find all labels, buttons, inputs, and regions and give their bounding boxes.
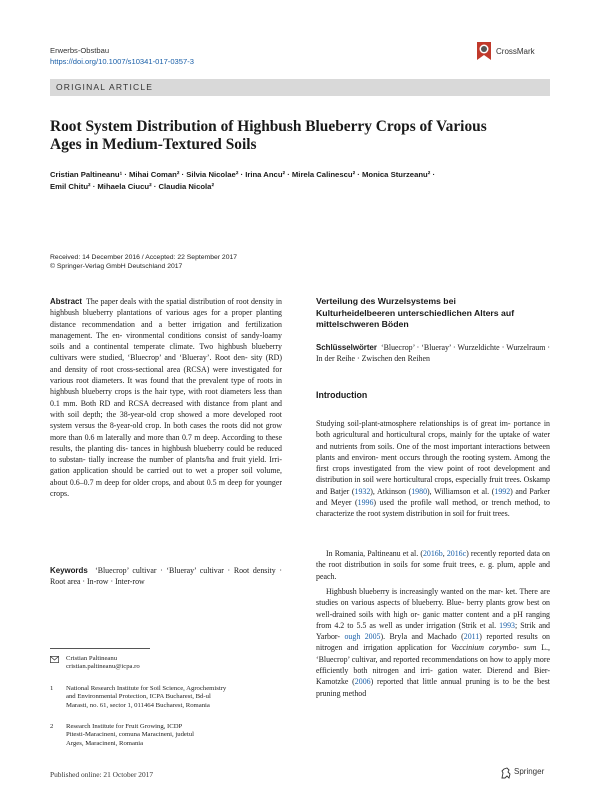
abstract-line: were investigated for various root diameters. It was found: [50, 364, 283, 386]
citation-link[interactable]: 1993: [499, 620, 515, 630]
abstract: [50, 296, 282, 499]
affiliation-2: [50, 723, 280, 748]
citation-link[interactable]: 1992: [494, 486, 511, 496]
crossmark-badge[interactable]: [474, 40, 550, 66]
abstract-line: tances in highbush blueberry could be reduced to substan-: [50, 443, 282, 465]
intro-text: ; Strik and Yarbor-: [316, 620, 550, 642]
article-type-bar: [50, 79, 550, 96]
corresponding-author: [50, 655, 280, 672]
intro-line: reported data on the root distribution in soils for some fruit: [316, 549, 550, 570]
abstract-line: sity (RD) and density of root cross-sectional area (RCSA): [50, 353, 282, 374]
footnote-divider: [50, 648, 150, 649]
species-name: sum: [523, 643, 537, 653]
citation-link[interactable]: 1932: [354, 486, 371, 496]
intro-text: fruit trees. Oskamp and Batjer (: [316, 475, 550, 496]
citation-link[interactable]: 2016b: [422, 549, 443, 558]
author-line: Cristian Paltineanu¹ · Mihai Coman² · Silvia Nicolae² · Irina Ancu² · Mirela Calinescu² · Monica Sturzeanu² ·: [50, 170, 436, 179]
intro-text: ) and Parker and Meyer (: [316, 486, 550, 508]
intro-line: ment occurs through the rooting system. Among the first: [316, 452, 550, 474]
keywords-label: Keywords: [50, 566, 88, 575]
author-list: [50, 169, 550, 192]
published-online: Published online: 21 October 2017: [50, 770, 154, 779]
introduction-heading: Introduction: [316, 390, 368, 400]
german-title-line: Kulturheidelbeeren unterschiedlichen Alters auf: [316, 307, 515, 318]
affiliation-mark: 1: [50, 685, 54, 692]
crossmark-label: CrossMark: [496, 47, 535, 56]
affiliation-line: Marasti, no. 61, sector 1, 011464 Bucharest, Romania: [66, 701, 210, 709]
intro-text: ),: [427, 486, 432, 496]
intro-text: ) reported: [370, 677, 404, 687]
intro-line: and distribution in soil were horticultural crops, especially: [316, 464, 550, 485]
title-line: Root System Distribution of Highbush Blueberry Crops of Various: [50, 118, 487, 135]
citation-link[interactable]: 1980: [411, 486, 428, 496]
affiliation-1: [50, 685, 280, 710]
intro-text: Williamson et al. (: [434, 486, 495, 496]
springer-logo: [500, 766, 560, 780]
german-title: [316, 296, 550, 331]
affiliation-line: Pitesti-Maracineni, comuna Maracineni, judetul: [66, 731, 194, 739]
abstract-line: 0.5 m deep for younger crops.: [50, 477, 282, 499]
german-title-line: mittelschweren Böden: [316, 319, 409, 329]
intro-text: gation water. Dierend and Bier-Kamotzke (: [316, 666, 550, 687]
affiliation-line: and Environmental Protection, ICPA Bucharest, Bd-ul: [66, 693, 211, 701]
intro-text: ) recently: [466, 549, 497, 558]
springer-horse-icon: [500, 767, 512, 779]
abstract-line: a continental temperate climate. Two highbush blueberry: [85, 342, 282, 352]
abstract-line: tially increase the number of plants/ha and fruit yield. Irri-: [88, 455, 282, 465]
abstract-line: 0.7 m deep. According to these results, the planting dis-: [50, 432, 282, 453]
contact-email[interactable]: cristian.paltineanu@icpa.ro: [66, 663, 140, 671]
intro-line: the profile wall method, or trench method, to characterize: [316, 498, 550, 519]
affiliation-line: National Research Institute for Soil Science, Agrochemistry: [66, 685, 227, 692]
intro-text: ) used: [373, 498, 394, 508]
intro-line: on how to apply more efficiently both nitrogen and irri-: [316, 654, 550, 676]
article-type-label: ORIGINAL ARTICLE: [56, 82, 154, 92]
intro-line: portance in both agricultural and horticultural crops, mainly: [316, 419, 550, 440]
abstract-line: gation application should be carried out to wet a proper soil: [50, 466, 253, 476]
received-accepted: Received: 14 December 2016 / Accepted: 22 September 2017: [50, 254, 238, 261]
abstract-line: that the prevalent type of roots in highbush blueberry crops: [50, 376, 282, 397]
citation-link[interactable]: ough 2005: [344, 632, 381, 642]
german-keywords-label: Schlüsselwörter: [316, 343, 377, 352]
intro-line: that little annual pruning is to be the best pruning method: [316, 677, 551, 698]
intro-line: ket. There are studies on various aspects of blueberry. Blue-: [316, 587, 550, 608]
abstract-line: a better irrigation and fertilization management. The en-: [50, 319, 282, 340]
affiliation-line: Arges, Maracineni, Romania: [66, 739, 144, 747]
intro-line: Studying soil-plant-atmosphere relationships is of great im-: [316, 419, 511, 428]
intro-line: for the uptake of water and nutrients from soils. One of the: [316, 430, 550, 451]
abstract-label: Abstract: [50, 297, 83, 306]
intro-line: trees, e. g. plum, apple and peach.: [316, 560, 550, 581]
affiliation-mark: 2: [50, 723, 54, 730]
intro-text: ), Atkinson (: [370, 486, 412, 496]
doi-link[interactable]: https://doi.org/10.1007/s10341-017-0357-3: [50, 57, 194, 66]
journal-name: Erwerbs-Obstbau: [50, 46, 110, 55]
intro-text: well as under irrigation (Strik et al.: [379, 620, 500, 630]
contact-name: Cristian Paltineanu: [66, 655, 118, 662]
intro-text: In Romania, Paltineanu et al. (: [326, 549, 423, 558]
keywords-text: density · Root area · In-row · Inter-row: [50, 566, 282, 587]
abstract-line: soil depth; the 38-year-old crop showed a more developed: [67, 409, 266, 419]
german-keywords-text: Wurzelraum · In der Reihe · Zwischen den Reihen: [316, 343, 550, 364]
intro-paragraph: [316, 548, 550, 582]
intro-paragraph: [316, 418, 550, 520]
author-line: Emil Chitu² · Mihaela Ciucu² · Claudia Nicola²: [50, 181, 215, 191]
article-dates: [50, 254, 350, 271]
abstract-line: The paper deals with the spatial distribution of: [86, 297, 235, 306]
abstract-line: root system versus the 8-year-old crop. In both cases the: [50, 409, 282, 431]
citation-link[interactable]: 1996: [357, 498, 374, 508]
intro-line: crops investigated from the view point of root development: [332, 464, 535, 474]
intro-line: most important interactions between plants and environ-: [316, 441, 551, 462]
intro-text: ) reported results on: [479, 632, 551, 642]
keywords-text: ‘Bluecrop’ cultivar · ‘Blueray’ cultivar · Root: [95, 566, 250, 575]
abstract-line: volume, about 0.6–0.7 m deep for older crops, and about: [50, 466, 282, 487]
german-title-line: Verteilung des Wurzelsystems bei: [316, 296, 456, 306]
intro-text: L., ‘Bluecrop’ cultivar, and reported recommendations: [316, 643, 550, 664]
intro-line: ganic matter content and a pH ranging from 4.2 to 5.5 as: [316, 609, 550, 630]
intro-line: Highbush blueberry is increasingly wanted on the mar-: [326, 587, 504, 596]
citation-link[interactable]: 2016c: [446, 549, 467, 558]
affiliation-line: Research Institute for Fruit Growing, ICDP: [66, 723, 183, 730]
keywords: [50, 565, 282, 588]
intro-text: nitrogen and irrigation application for: [316, 643, 452, 653]
abstract-line: RD and RCSA decreased with distance from plant and with: [50, 398, 282, 419]
article-title: [50, 118, 540, 154]
abstract-line: roots did not grow more than 0.6 m laterally and more than: [50, 421, 282, 442]
springer-label: Springer: [514, 767, 545, 776]
title-line: Ages in Medium-Textured Soils: [50, 136, 257, 153]
citation-link[interactable]: 2011: [463, 632, 480, 642]
species-name: Vaccinium corymbo-: [451, 643, 519, 653]
abstract-line: vironmental conditions consist of sandy-loamy soils and: [50, 330, 282, 352]
citation-link[interactable]: 2006: [354, 677, 371, 687]
copyright: © Springer-Verlag GmbH Deutschland 2017: [50, 262, 183, 270]
envelope-icon: [50, 655, 59, 666]
intro-text: ,: [442, 549, 447, 558]
german-keywords-text: ‘Bluecrop’ · ‘Blueray’ · Wurzeldichte ·: [381, 343, 505, 352]
intro-text: ). Bryla and Machado (: [380, 632, 464, 642]
intro-line: berry plants grow best on well-drained soils with high or-: [316, 598, 550, 619]
abstract-line: is the hair type, with root diameters less than 0.1 mm. Both: [50, 387, 282, 408]
intro-paragraph: [316, 586, 550, 699]
abstract-line: cultivars were studied, ‘Bluecrop’ and ‘Blueray’. Root den-: [50, 353, 248, 363]
abstract-line: root density in highbush blueberry plantations of various: [50, 297, 282, 318]
german-keywords: [316, 342, 550, 365]
intro-line: the root system distribution in soil for fruit trees.: [356, 509, 510, 519]
crossmark-icon: [474, 40, 494, 64]
abstract-line: ages for a proper planting distance recommendation and: [50, 308, 282, 329]
